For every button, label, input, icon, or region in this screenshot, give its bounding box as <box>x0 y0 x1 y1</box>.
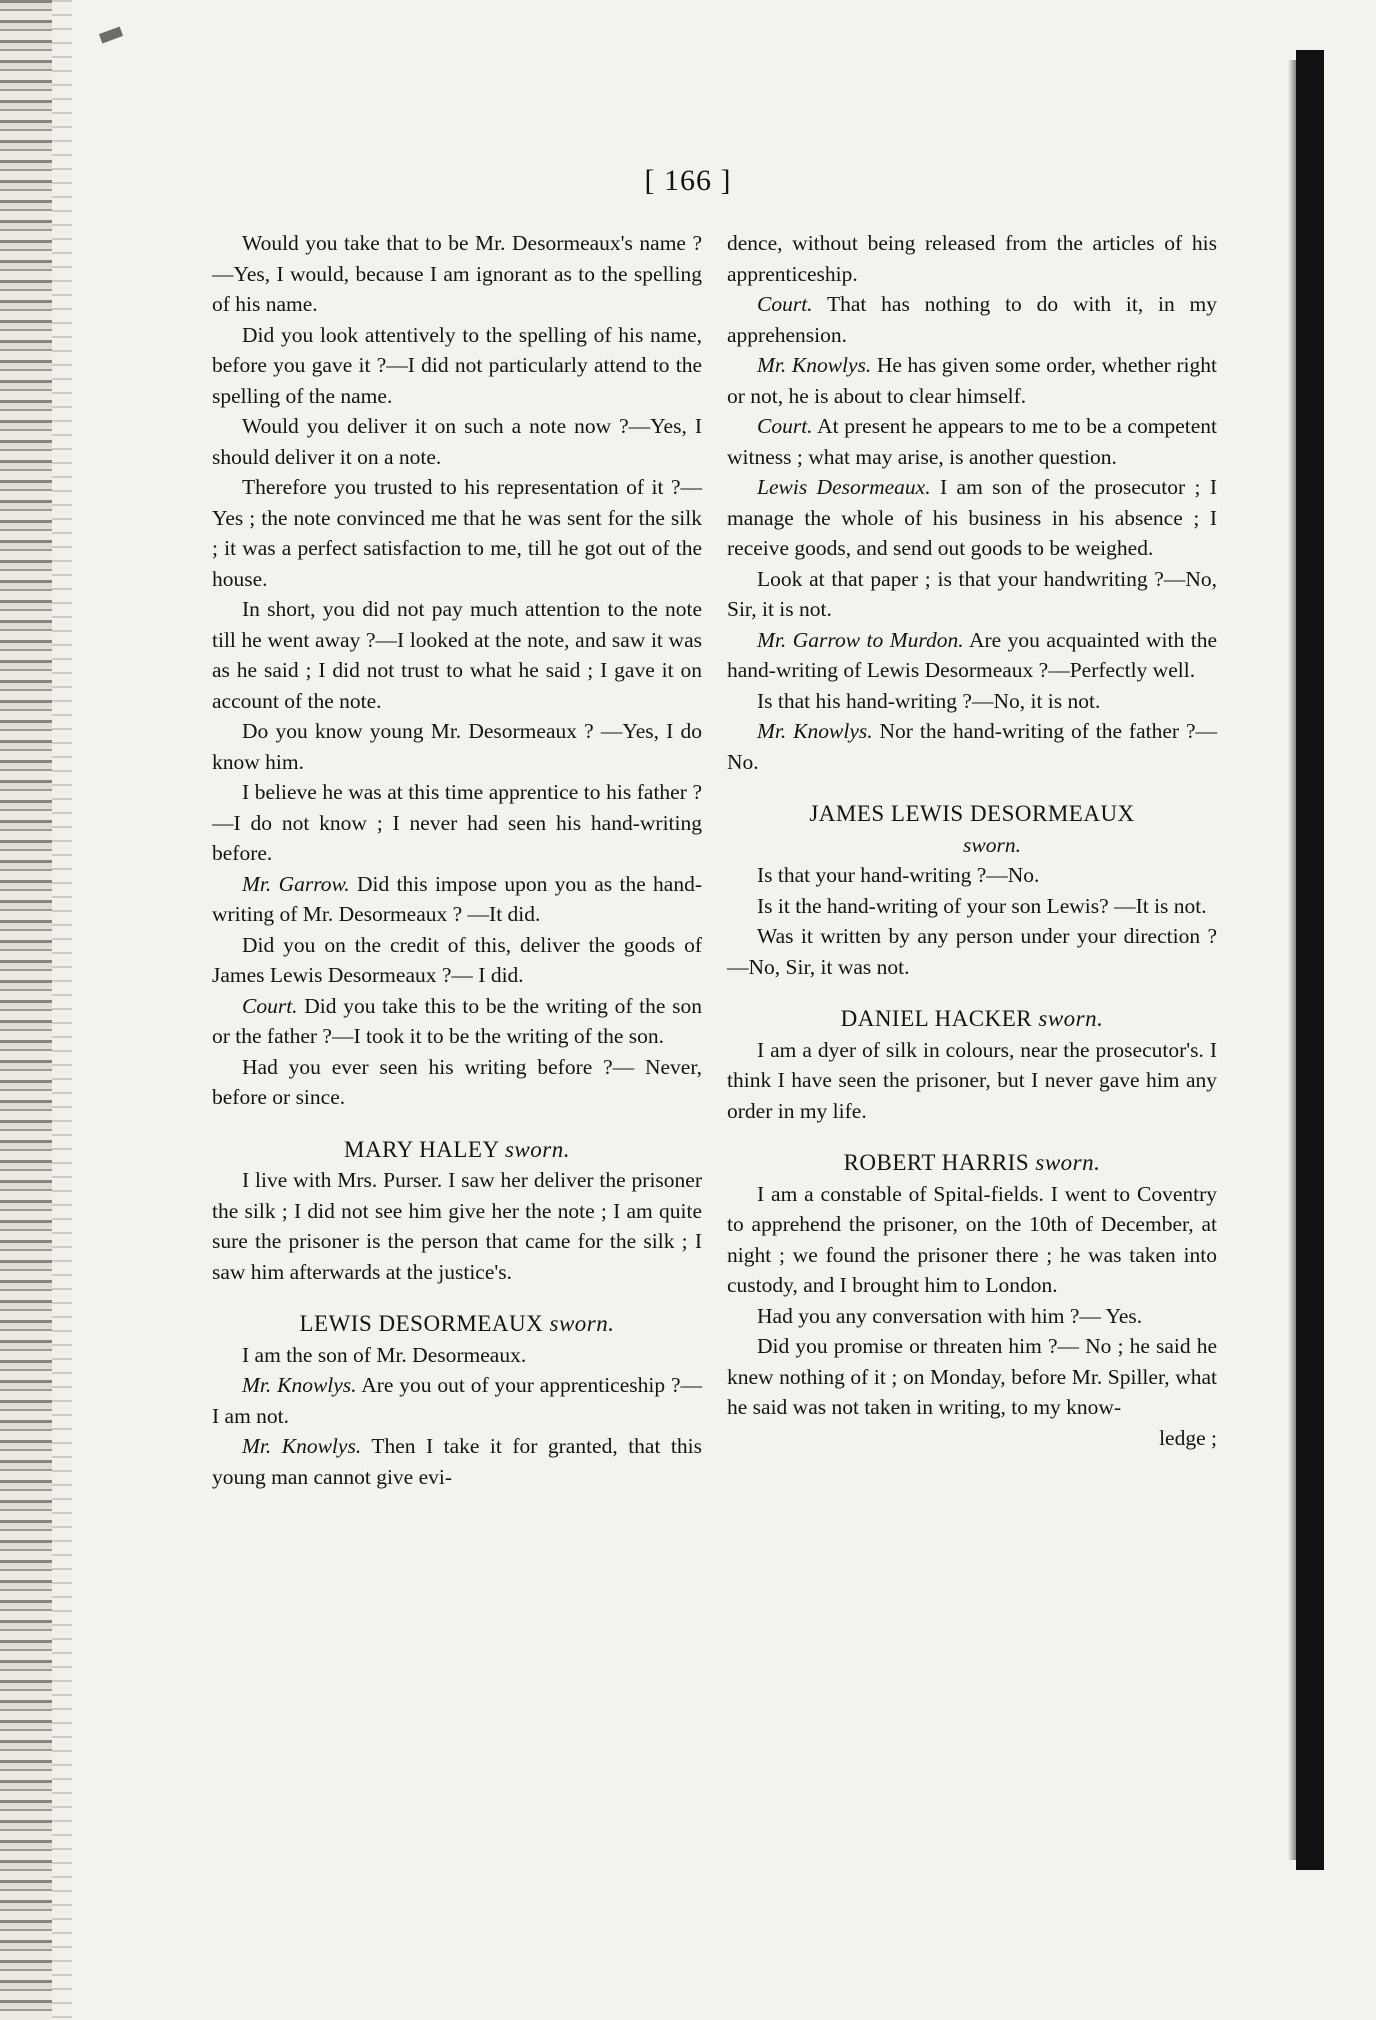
paragraph-text: Did you promise or threaten him ?— No ; he said he knew nothing of it ; on Monday, before Mr. Spiller, what he said was not taken in writing, to my know- <box>727 1334 1217 1419</box>
testimony-paragraph <box>727 289 1217 350</box>
paragraph-text: Would you deliver it on such a note now ?—Yes, I should deliver it on a note. <box>212 414 702 469</box>
witness-name: ROBERT HARRIS <box>843 1150 1030 1175</box>
paragraph-text: I live with Mrs. Purser. I saw her deliver the prisoner the silk ; I did not see him give her the note ; I am quite sure the prisoner is the person that came for the silk ; I saw him afterwards at the justice's. <box>212 1168 702 1284</box>
paragraph-text: Had you ever seen his writing before ?— Never, before or since. <box>212 1054 702 1109</box>
testimony-paragraph <box>212 1165 702 1287</box>
witness-heading <box>727 1004 1217 1035</box>
paragraph-text: Would you take that to be Mr. Desormeaux's name ?—Yes, I would, because I am ignorant as to the spelling of his name. <box>212 231 702 316</box>
paragraph-text: Are you out of your apprenticeship ?—I am not. <box>212 1373 702 1428</box>
paragraph-text: Are you acquainted with the hand-writing of Lewis Desormeaux ?—Perfectly well. <box>727 627 1217 682</box>
witness-heading <box>727 799 1217 830</box>
ink-speck <box>99 27 123 44</box>
witness-name: JAMES LEWIS DESORMEAUX <box>809 801 1135 826</box>
witness-name: DANIEL HACKER <box>840 1006 1033 1031</box>
witness-heading <box>212 1309 702 1340</box>
paragraph-text: I am a constable of Spital-fields. I went to Coventry to apprehend the prisoner, on the 10th of December, at night ; we found the prisoner there ; he was taken into custody, and I brought him to London. <box>727 1181 1217 1297</box>
paragraph-text: Did you look attentively to the spelling of his name, before you gave it ?—I did not particularly attend to the spelling of the name. <box>212 322 702 408</box>
sworn-label: sworn. <box>1038 1006 1104 1031</box>
testimony-paragraph <box>212 1370 702 1431</box>
scan-edge-bar <box>1296 50 1324 1870</box>
paragraph-text: I am a dyer of silk in colours, near the prosecutor's. I think I have seen the prisoner, but I never gave him any order in my life. <box>727 1037 1217 1123</box>
witness-heading <box>212 1135 702 1166</box>
speaker-label: Lewis Desormeaux. <box>757 475 931 499</box>
speaker-label: Mr. Knowlys. <box>757 353 872 377</box>
left-column <box>212 228 702 1492</box>
witness-heading <box>727 1148 1217 1179</box>
paragraph-text: Is that your hand-writing ?—No. <box>757 863 1040 887</box>
testimony-paragraph <box>727 1035 1217 1127</box>
testimony-paragraph <box>212 411 702 472</box>
paragraph-text: Did this impose upon you as the hand-writing of Mr. Desormeaux ? —It did. <box>212 871 702 926</box>
testimony-paragraph <box>727 228 1217 289</box>
page-number: [ 166 ] <box>644 164 732 197</box>
testimony-paragraph <box>212 1052 702 1113</box>
binding-gutter <box>0 0 52 2020</box>
paragraph-text: Therefore you trusted to his representation of it ?—Yes ; the note convinced me that he was sent for the silk ; it was a perfect satisfaction to me, till he got out of the house. <box>212 475 702 591</box>
speaker-label: Mr. Garrow. <box>242 871 350 896</box>
speaker-label: Mr. Garrow to Murdon. <box>757 627 964 652</box>
speaker-label: Mr. Knowlys. <box>242 1434 362 1458</box>
testimony-paragraph <box>727 891 1217 922</box>
testimony-paragraph <box>212 869 702 930</box>
speaker-label: Mr. Knowlys. <box>757 719 873 743</box>
catchword: ledge ; <box>1159 1425 1217 1450</box>
paragraph-text: Was it written by any person under your direction ?—No, Sir, it was not. <box>727 924 1217 979</box>
speaker-label: Mr. Knowlys. <box>242 1373 357 1397</box>
paragraph-text: Look at that paper ; is that your handwriting ?—No, Sir, it is not. <box>727 566 1217 621</box>
paragraph-text: Nor the hand-writing of the father ?—No. <box>727 719 1218 774</box>
testimony-paragraph <box>212 777 702 869</box>
paragraph-text: That has nothing to do with it, in my apprehension. <box>727 292 1217 347</box>
testimony-paragraph <box>727 716 1217 777</box>
paragraph-text: Did you take this to be the writing of the son or the father ?—I took it to be the writing of the son. <box>212 993 703 1048</box>
testimony-paragraph <box>212 1340 702 1371</box>
testimony-paragraph <box>212 930 702 991</box>
right-column <box>727 228 1217 1453</box>
paragraph-text: Did you on the credit of this, deliver the goods of James Lewis Desormeaux ?— I did. <box>212 932 702 987</box>
testimony-paragraph <box>727 350 1217 411</box>
testimony-paragraph <box>727 1301 1217 1332</box>
testimony-paragraph <box>727 686 1217 717</box>
paragraph-text: At present he appears to me to be a competent witness ; what may arise, is another question. <box>727 414 1217 469</box>
paragraph-text: In short, you did not pay much attention to the note till he went away ?—I looked at the note, and saw it was as he said ; I did not trust to what he said ; I gave it on account of the note. <box>212 597 702 713</box>
sworn-label: sworn. <box>1035 1150 1101 1175</box>
testimony-paragraph <box>727 921 1217 982</box>
testimony-paragraph <box>727 564 1217 625</box>
paragraph-text: I believe he was at this time apprentice to his father ?—I do not know ; I never had seen his hand-writing before. <box>212 780 702 865</box>
paragraph-text: Had you any conversation with him ?— Yes. <box>757 1303 1143 1328</box>
paragraph-text: Is that his hand-writing ?—No, it is not. <box>757 688 1101 713</box>
witness-name: LEWIS DESORMEAUX <box>299 1311 544 1336</box>
paragraph-text: Then I take it for granted, that this young man cannot give evi- <box>212 1434 702 1489</box>
paragraph-text: He has given some order, whether right or not, he is about to clear himself. <box>727 353 1218 408</box>
speaker-label: Court. <box>757 292 813 316</box>
testimony-paragraph <box>212 472 702 594</box>
testimony-paragraph <box>212 1431 702 1492</box>
paragraph-text: Do you know young Mr. Desormeaux ? —Yes, I do know him. <box>212 719 702 774</box>
testimony-paragraph <box>212 228 702 320</box>
paragraph-text: I am son of the prosecutor ; I manage the whole of his business in his absence ; I receive goods, and send out goods to be weighed. <box>727 475 1217 560</box>
testimony-paragraph <box>212 320 702 412</box>
testimony-paragraph <box>212 594 702 716</box>
testimony-paragraph <box>212 991 702 1052</box>
testimony-paragraph <box>727 411 1217 472</box>
speaker-label: Court. <box>242 993 298 1018</box>
testimony-paragraph <box>727 625 1217 686</box>
binding-gutter-shadow <box>52 0 72 2020</box>
sworn-label: sworn. <box>504 1136 570 1162</box>
testimony-paragraph <box>727 1179 1217 1301</box>
paragraph-text: dence, without being released from the articles of his apprenticeship. <box>727 231 1217 286</box>
sworn-label: sworn. <box>963 832 1021 857</box>
witness-name: MARY HALEY <box>344 1136 499 1162</box>
sworn-label: sworn. <box>549 1311 615 1336</box>
speaker-label: Court. <box>757 414 813 438</box>
testimony-paragraph <box>727 1331 1217 1423</box>
testimony-paragraph <box>212 716 702 777</box>
testimony-paragraph <box>727 472 1217 564</box>
paragraph-text: Is it the hand-writing of your son Lewis? —It is not. <box>757 893 1207 918</box>
paragraph-text: I am the son of Mr. Desormeaux. <box>242 1342 527 1367</box>
testimony-paragraph <box>727 860 1217 891</box>
